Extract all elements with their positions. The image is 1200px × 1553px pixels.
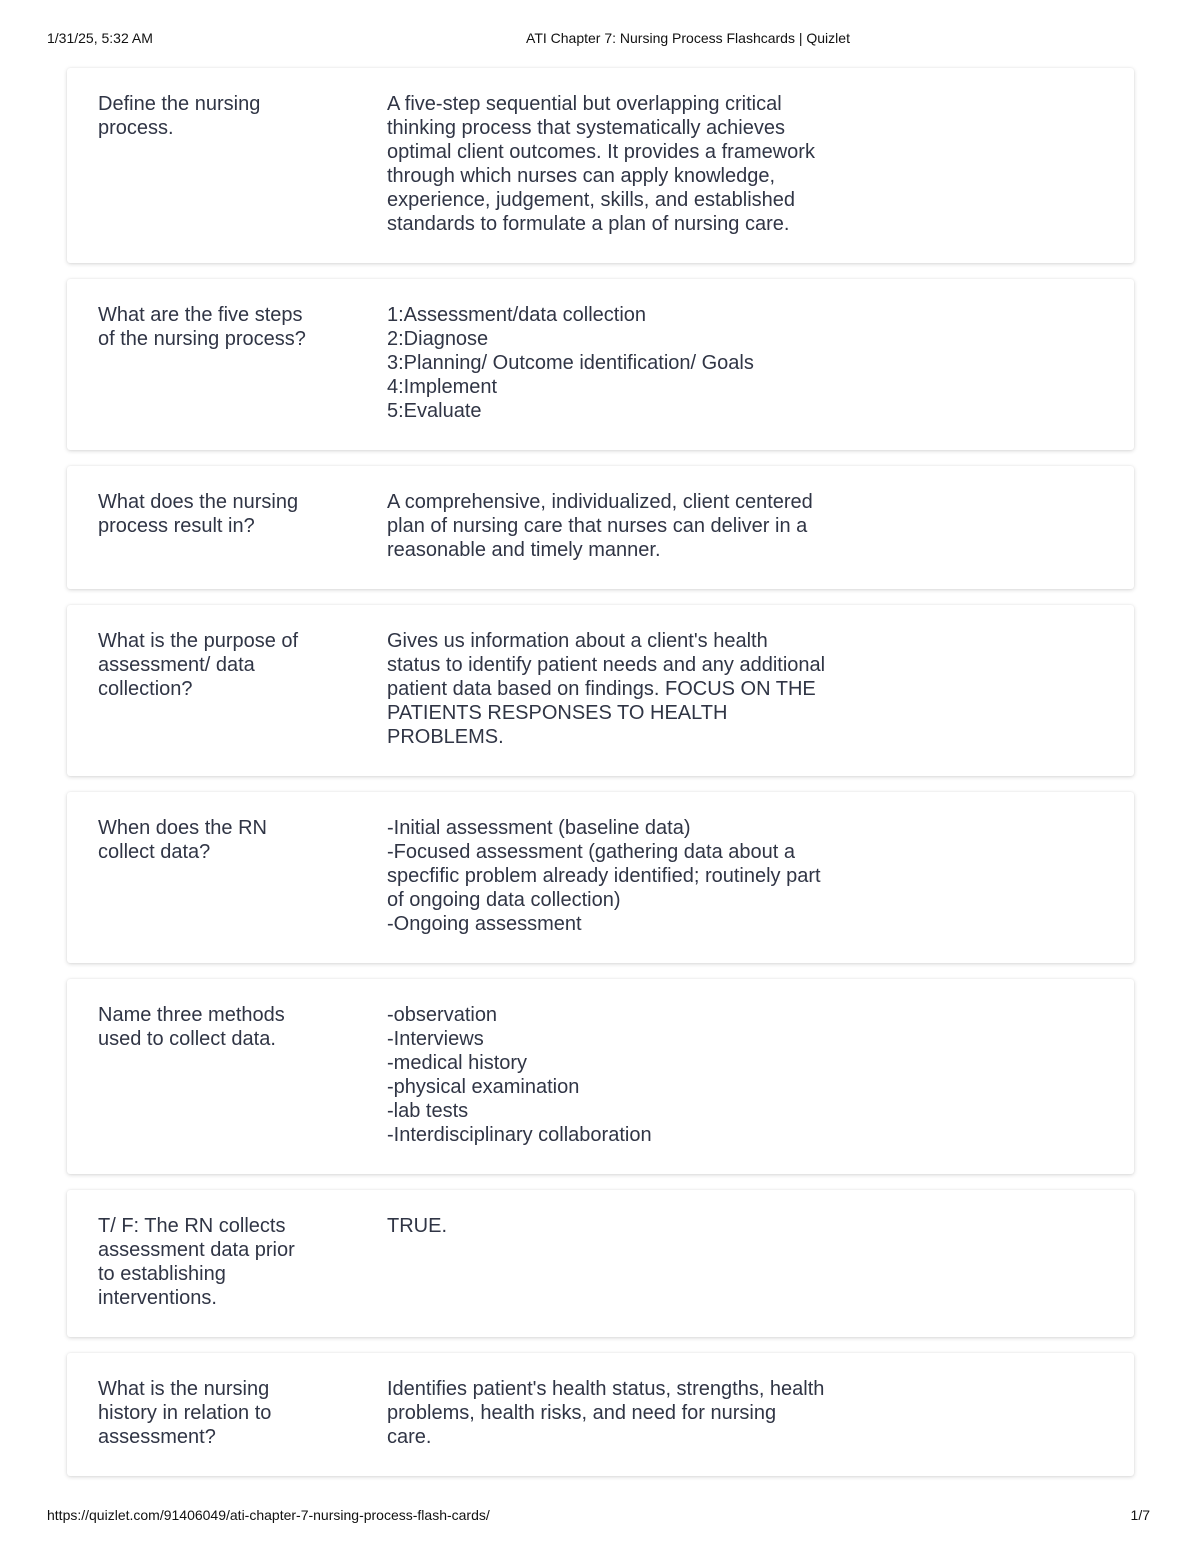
flashcard-term: When does the RN collect data? <box>98 817 267 863</box>
flashcard <box>67 466 1134 589</box>
flashcard-list <box>67 68 1134 1492</box>
flashcard-definition: A comprehensive, individualized, client centered plan of nursing care that nurses can deliver in a reasonable and timely manner. <box>387 491 813 561</box>
print-header <box>0 30 1200 48</box>
flashcard-definition: Gives us information about a client's health status to identify patient needs and any additional patient data based on findings. FOCUS ON THE PATIENTS RESPONSES TO HEALTH PROBLEMS. <box>387 630 826 748</box>
flashcard <box>67 1353 1134 1476</box>
print-footer <box>0 1507 1200 1525</box>
flashcard-definition: -observation -Interviews -medical history -physical examination -lab tests -Interdisciplinary collaboration <box>387 1004 652 1146</box>
flashcard-definition: -Initial assessment (baseline data) -Focused assessment (gathering data about a specfific problem already identified; routinely part of ongoing data collection) -Ongoing assessment <box>387 817 821 935</box>
flashcard-definition: TRUE. <box>387 1215 447 1237</box>
flashcard <box>67 1190 1134 1337</box>
flashcard <box>67 792 1134 963</box>
flashcard-term: What is the purpose of assessment/ data collection? <box>98 630 299 700</box>
flashcard-definition: 1:Assessment/data collection 2:Diagnose 3:Planning/ Outcome identification/ Goals 4:Implement 5:Evaluate <box>387 304 754 422</box>
flashcard-definition: A five-step sequential but overlapping critical thinking process that systematically achieves optimal client outcomes. It provides a framework through which nurses can apply knowledge, experience, judgement, skills, and established standards to formulate a plan of nursing care. <box>387 93 815 235</box>
print-date: 1/31/25, 5:32 AM <box>47 30 153 46</box>
flashcard <box>67 605 1134 776</box>
flashcard-term: What are the five steps of the nursing process? <box>98 304 306 350</box>
flashcard <box>67 68 1134 263</box>
flashcard-definition: Identifies patient's health status, strengths, health problems, health risks, and need for nursing care. <box>387 1378 825 1448</box>
flashcard-term: Define the nursing process. <box>98 93 261 139</box>
page-url: https://quizlet.com/91406049/ati-chapter-7-nursing-process-flash-cards/ <box>47 1507 490 1523</box>
flashcard-term: What is the nursing history in relation to assessment? <box>98 1378 272 1448</box>
flashcard <box>67 979 1134 1174</box>
flashcard-term: Name three methods used to collect data. <box>98 1004 285 1050</box>
flashcard-term: T/ F: The RN collects assessment data prior to establishing interventions. <box>98 1215 295 1309</box>
flashcard <box>67 279 1134 450</box>
page-title: ATI Chapter 7: Nursing Process Flashcards | Quizlet <box>526 30 850 46</box>
flashcard-term: What does the nursing process result in? <box>98 491 299 537</box>
page-number: 1/7 <box>1130 1507 1150 1523</box>
